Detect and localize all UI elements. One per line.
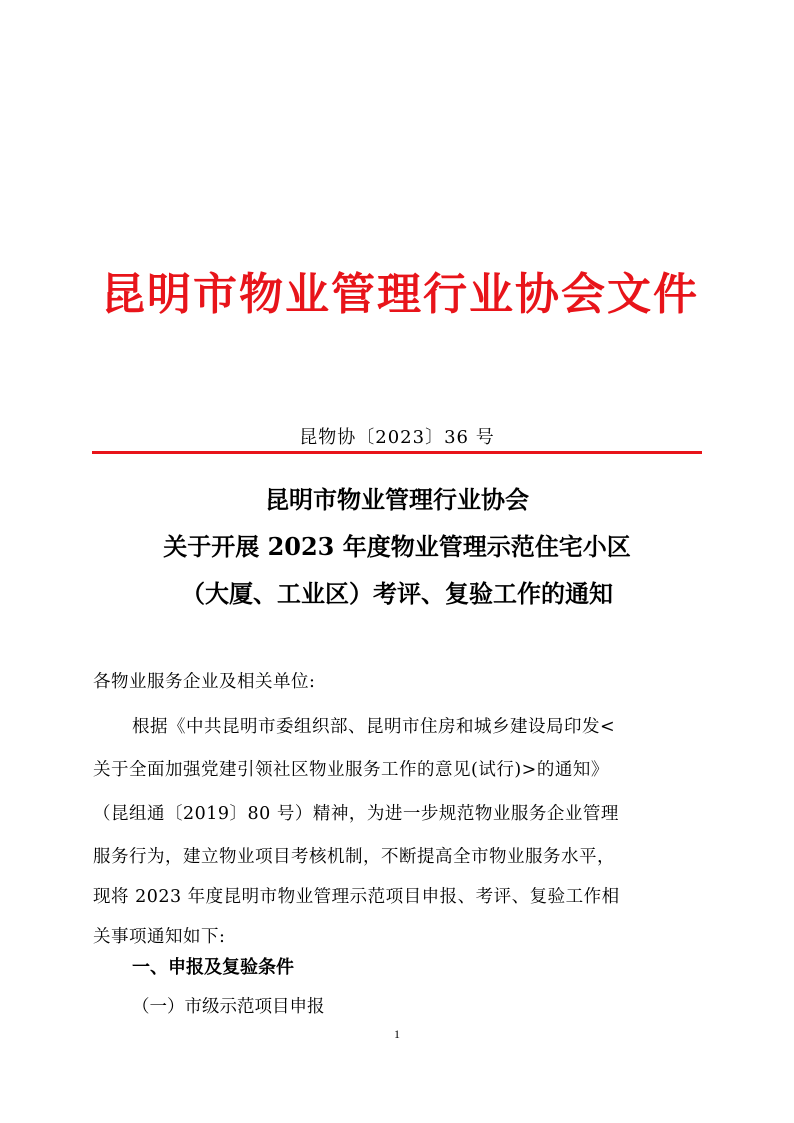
subsection-heading: （一）市级示范项目申报 xyxy=(132,997,325,1017)
red-header-title: 昆明市物业管理行业协会文件 xyxy=(101,269,699,320)
paragraph-line: 现将 2023 年度昆明市物业管理示范项目申报、考评、复验工作相 xyxy=(93,887,620,907)
paragraph-line: （昆组通〔2019〕80 号）精神，为进一步规范物业服务企业管理 xyxy=(93,804,619,824)
section-heading: 一、申报及复验条件 xyxy=(132,957,294,978)
page-number: 1 xyxy=(394,1027,400,1041)
paragraph-line: 服务行为，建立物业项目考核机制，不断提高全市物业服务水平， xyxy=(93,847,615,867)
document-title-line-1: 昆明市物业管理行业协会 xyxy=(265,485,529,514)
paragraph-line: 根据《中共昆明市委组织部、昆明市住房和城乡建设局印发< xyxy=(132,717,616,737)
document-title-line-3: （大厦、工业区）考评、复验工作的通知 xyxy=(181,579,613,608)
red-separator-line xyxy=(92,451,702,454)
paragraph-line: 关事项通知如下: xyxy=(93,927,226,947)
salutation: 各物业服务企业及相关单位: xyxy=(93,672,316,692)
document-title-line-2: 关于开展 2023 年度物业管理示范住宅小区 xyxy=(163,532,631,561)
document-number: 昆物协〔2023〕36 号 xyxy=(299,427,495,448)
paragraph-line: 关于全面加强党建引领社区物业服务工作的意见(试行)>的通知》 xyxy=(93,760,609,780)
